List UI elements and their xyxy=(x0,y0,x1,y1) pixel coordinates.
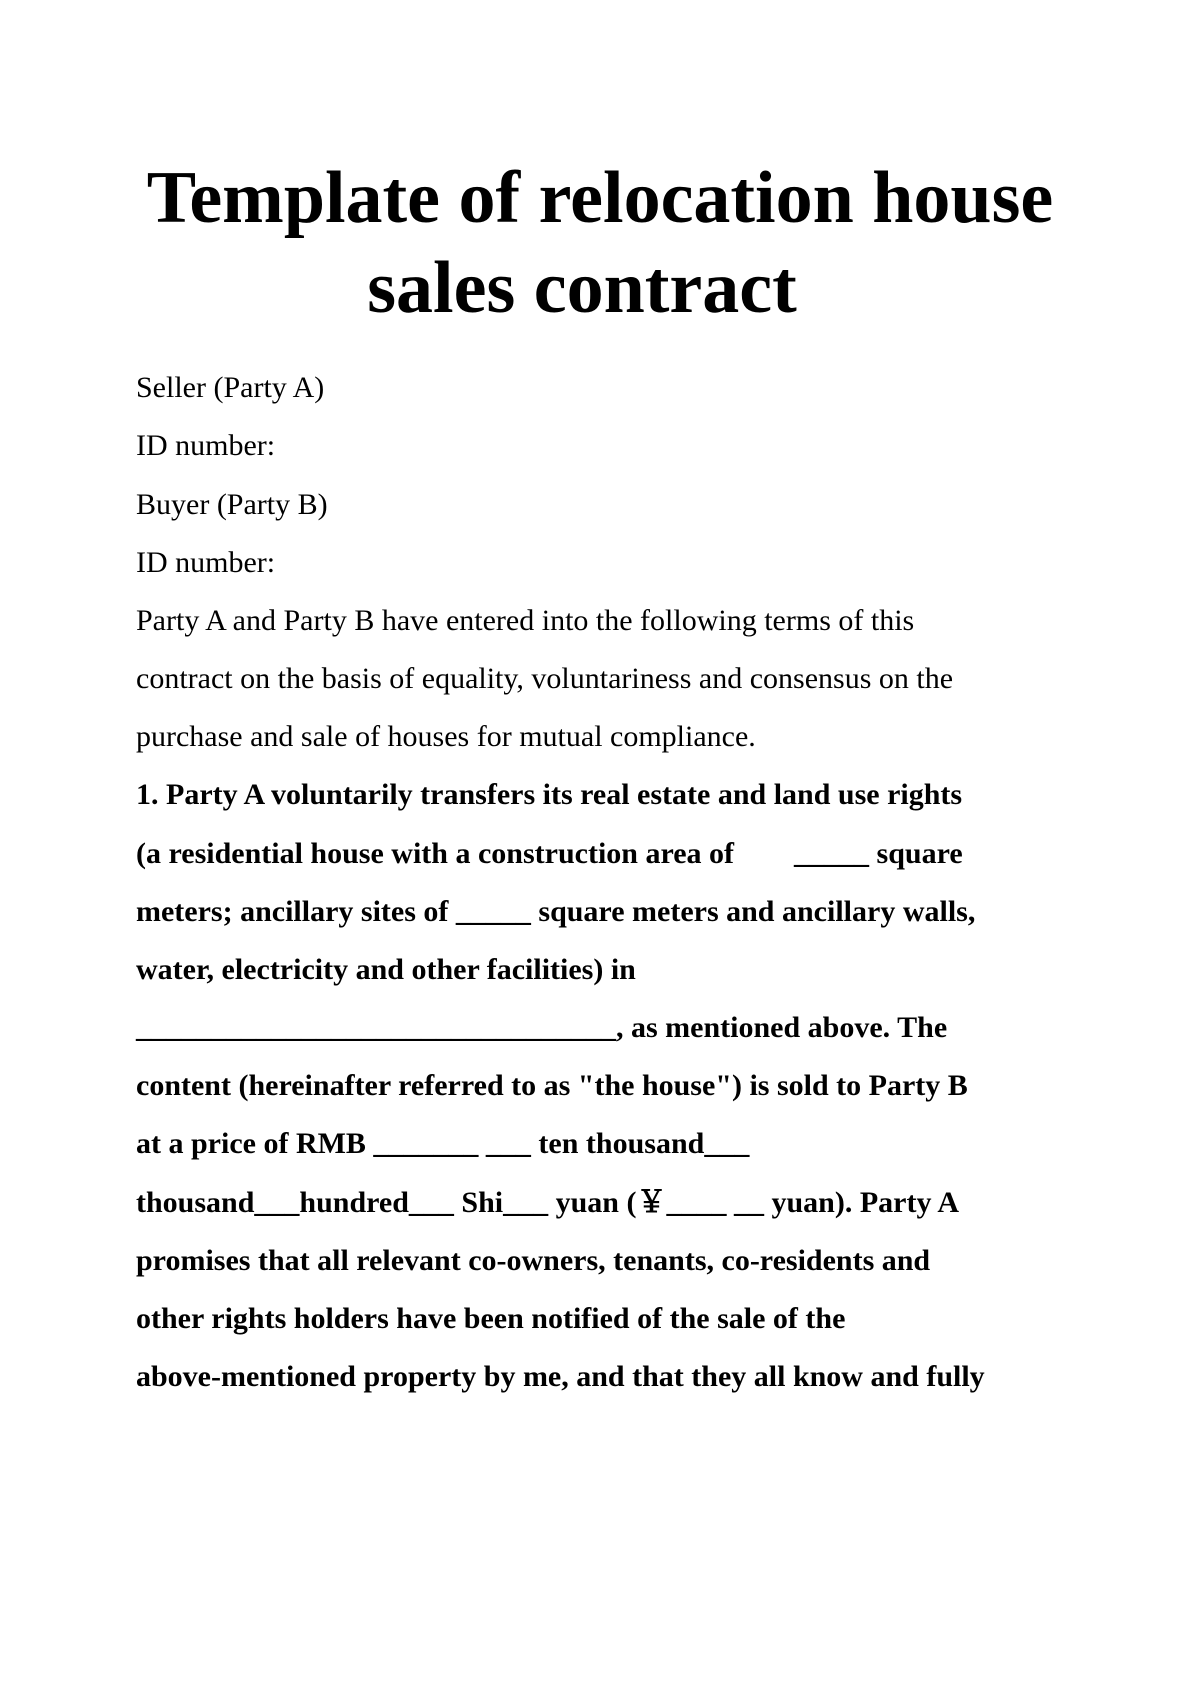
clause-line: ________________________________, as mentioned above. The xyxy=(136,1011,948,1044)
document-title-line-2: sales contract xyxy=(367,247,797,329)
clause-line-part: _____ square xyxy=(794,837,963,870)
buyer-id-label: ID number: xyxy=(136,546,276,579)
buyer-label: Buyer (Party B) xyxy=(136,488,328,521)
clause-line: above-mentioned property by me, and that they all know and fully xyxy=(136,1360,985,1393)
clause-line: other rights holders have been notified of the sale of the xyxy=(136,1302,846,1335)
clause-line: content (hereinafter referred to as "the house") is sold to Party B xyxy=(136,1069,968,1102)
clause-line: at a price of RMB _______ ___ ten thousand___ xyxy=(136,1127,750,1160)
clause-line: thousand___hundred___ Shi___ yuan (￥____ __ yuan). Party A xyxy=(136,1186,959,1219)
intro-line: contract on the basis of equality, voluntariness and consensus on the xyxy=(136,662,954,695)
document-title-line-1: Template of relocation house xyxy=(146,157,1054,239)
clause-line xyxy=(136,834,963,874)
clause-line-part: (a residential house with a construction area of xyxy=(136,837,735,870)
clause-line: 1. Party A voluntarily transfers its real estate and land use rights xyxy=(136,778,963,811)
seller-id-label: ID number: xyxy=(136,429,276,462)
clause-line: meters; ancillary sites of _____ square meters and ancillary walls, xyxy=(136,895,976,928)
intro-line: Party A and Party B have entered into the following terms of this xyxy=(136,604,915,637)
clause-line: water, electricity and other facilities) in xyxy=(136,953,636,986)
seller-label: Seller (Party A) xyxy=(136,371,325,404)
intro-line: purchase and sale of houses for mutual compliance. xyxy=(136,720,756,753)
clause-line: promises that all relevant co-owners, tenants, co-residents and xyxy=(136,1244,931,1277)
